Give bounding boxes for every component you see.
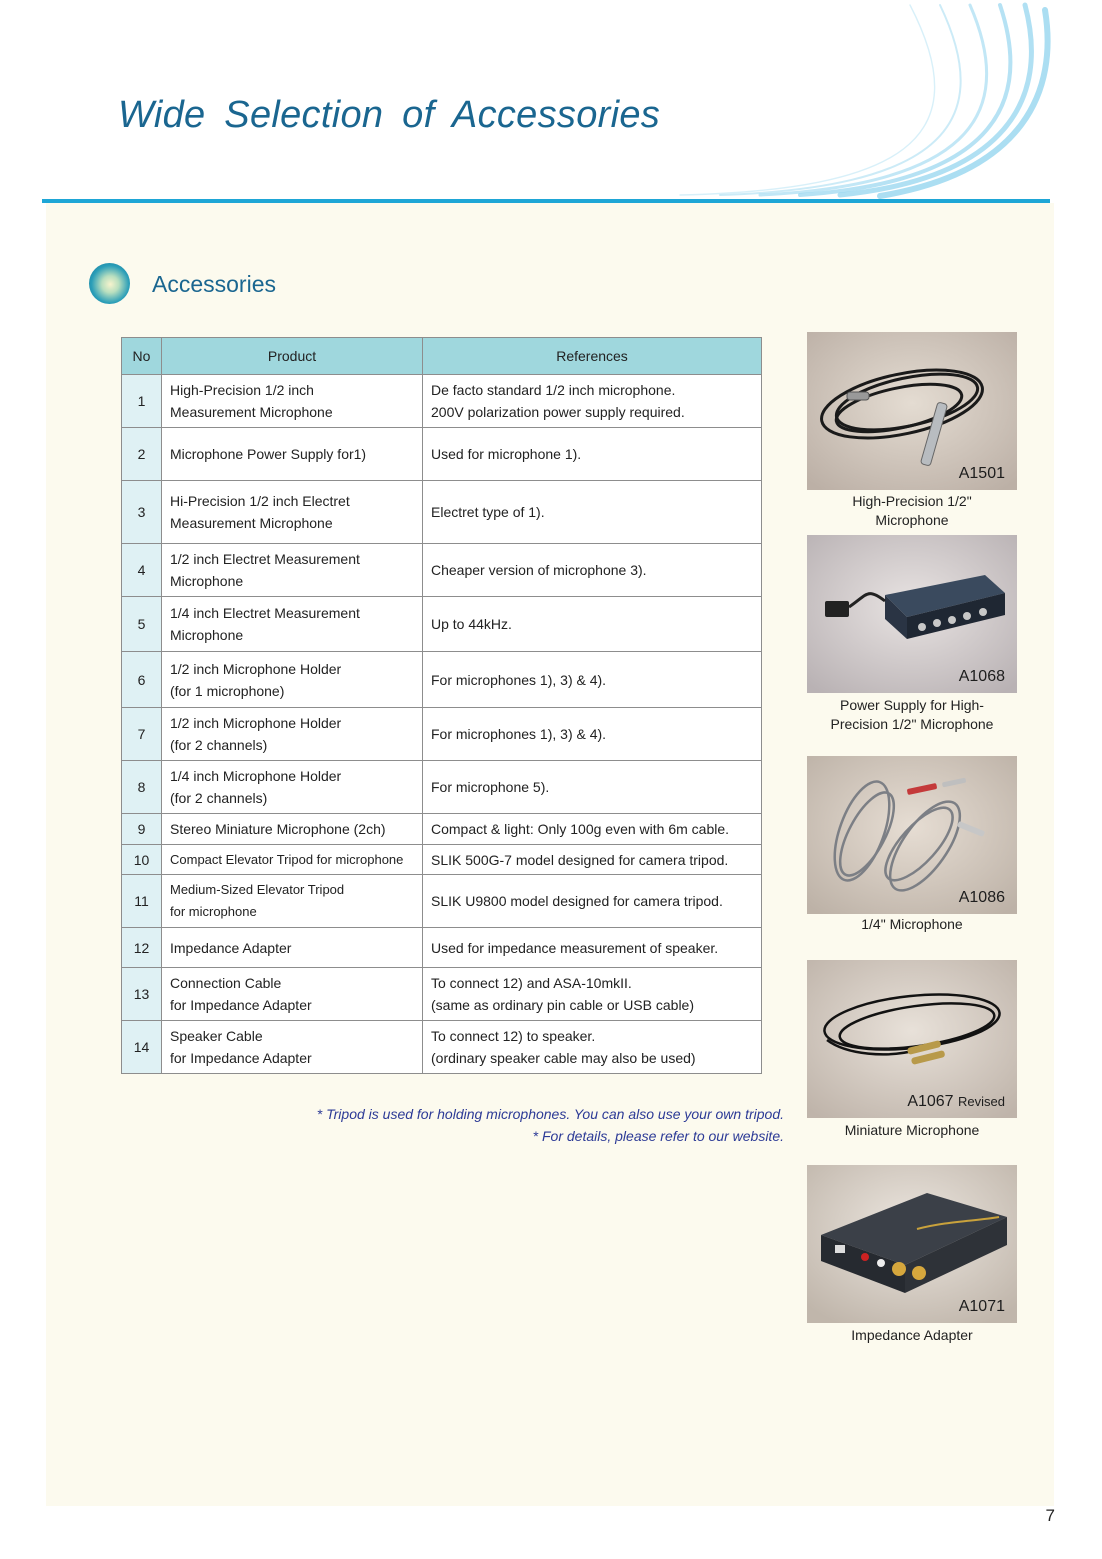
row-number: 8 xyxy=(122,761,162,814)
page-number: 7 xyxy=(1045,1506,1055,1525)
photo-caption: 1/4" Microphone xyxy=(861,916,963,932)
website-note: * For details, please refer to our website. xyxy=(532,1128,784,1144)
product-name: 1/2 inch Electret Measurement Microphone xyxy=(162,544,423,597)
table-row xyxy=(122,544,762,597)
model-code: A1086 xyxy=(958,889,1005,906)
product-name: High-Precision 1/2 inch Measurement Microphone xyxy=(162,375,423,428)
header-no: No xyxy=(122,338,162,375)
model-code: A1501 xyxy=(958,465,1005,482)
product-reference: For microphones 1), 3) & 4). xyxy=(423,708,762,761)
table-row xyxy=(122,375,762,428)
product-name: Compact Elevator Tripod for microphone xyxy=(162,845,423,875)
row-number: 11 xyxy=(122,875,162,928)
row-number: 6 xyxy=(122,652,162,708)
product-reference: Used for impedance measurement of speaker. xyxy=(423,928,762,968)
product-reference: Used for microphone 1). xyxy=(423,428,762,481)
product-reference: For microphones 1), 3) & 4). xyxy=(423,652,762,708)
table-row xyxy=(122,968,762,1021)
table-row xyxy=(122,428,762,481)
decorative-swoosh xyxy=(640,0,1060,200)
product-reference: For microphone 5). xyxy=(423,761,762,814)
product-name: Speaker Cable for Impedance Adapter xyxy=(162,1021,423,1074)
table-row xyxy=(122,1021,762,1074)
table-header-row xyxy=(122,338,762,375)
header-references: References xyxy=(423,338,762,375)
header-product: Product xyxy=(162,338,423,375)
row-number: 3 xyxy=(122,481,162,544)
product-reference: SLIK U9800 model designed for camera tripod. xyxy=(423,875,762,928)
footnotes xyxy=(317,1103,784,1147)
product-name: 1/4 inch Microphone Holder (for 2 channels) xyxy=(162,761,423,814)
table-row xyxy=(122,597,762,652)
model-code: A1071 xyxy=(958,1298,1005,1315)
table-row xyxy=(122,814,762,845)
photo-caption: High-Precision 1/2" Microphone xyxy=(852,493,972,528)
row-number: 1 xyxy=(122,375,162,428)
row-number: 4 xyxy=(122,544,162,597)
row-number: 12 xyxy=(122,928,162,968)
product-reference: To connect 12) and ASA-10mkII. (same as ordinary pin cable or USB cable) xyxy=(423,968,762,1021)
row-number: 9 xyxy=(122,814,162,845)
product-name: Connection Cable for Impedance Adapter xyxy=(162,968,423,1021)
model-code: A1067 Revised xyxy=(907,1093,1005,1110)
product-name: Medium-Sized Elevator Tripod for microphone xyxy=(162,875,423,928)
section-bullet-icon xyxy=(89,263,130,304)
product-name: 1/2 inch Microphone Holder (for 2 channels) xyxy=(162,708,423,761)
page-title: Wide Selection of Accessories xyxy=(118,94,661,136)
table-row xyxy=(122,928,762,968)
product-name: 1/2 inch Microphone Holder (for 1 microphone) xyxy=(162,652,423,708)
model-code: A1068 xyxy=(958,668,1005,685)
product-reference: Compact & light: Only 100g even with 6m cable. xyxy=(423,814,762,845)
product-name: Hi-Precision 1/2 inch Electret Measurement Microphone xyxy=(162,481,423,544)
table-row xyxy=(122,761,762,814)
power-supply-photo xyxy=(807,535,1017,693)
tripod-note: * Tripod is used for holding microphones. You can also use your own tripod. xyxy=(316,1106,784,1122)
impedance-adapter-photo xyxy=(807,1165,1017,1323)
product-reference: To connect 12) to speaker. (ordinary speaker cable may also be used) xyxy=(423,1021,762,1074)
microphone-cable-photo xyxy=(807,332,1017,490)
product-name: 1/4 inch Electret Measurement Microphone xyxy=(162,597,423,652)
coiled-cable-microphone-photo xyxy=(807,756,1017,914)
row-number: 13 xyxy=(122,968,162,1021)
row-number: 10 xyxy=(122,845,162,875)
product-reference: Cheaper version of microphone 3). xyxy=(423,544,762,597)
product-name: Impedance Adapter xyxy=(162,928,423,968)
product-reference: Electret type of 1). xyxy=(423,481,762,544)
table-row xyxy=(122,481,762,544)
photo-caption: Power Supply for High- Precision 1/2" Microphone xyxy=(830,697,994,732)
section-heading: Accessories xyxy=(152,271,276,297)
row-number: 14 xyxy=(122,1021,162,1074)
row-number: 5 xyxy=(122,597,162,652)
product-name: Stereo Miniature Microphone (2ch) xyxy=(162,814,423,845)
table-row xyxy=(122,845,762,875)
row-number: 7 xyxy=(122,708,162,761)
product-reference: SLIK 500G-7 model designed for camera tripod. xyxy=(423,845,762,875)
photo-caption: Miniature Microphone xyxy=(844,1122,980,1138)
photo-caption: Impedance Adapter xyxy=(851,1327,973,1343)
table-row xyxy=(122,652,762,708)
accessories-table xyxy=(121,337,762,1074)
product-reference: De facto standard 1/2 inch microphone. 200V polarization power supply required. xyxy=(423,375,762,428)
row-number: 2 xyxy=(122,428,162,481)
miniature-microphone-photo xyxy=(807,960,1017,1118)
table-row xyxy=(122,875,762,928)
product-name: Microphone Power Supply for1) xyxy=(162,428,423,481)
product-reference: Up to 44kHz. xyxy=(423,597,762,652)
table-row xyxy=(122,708,762,761)
